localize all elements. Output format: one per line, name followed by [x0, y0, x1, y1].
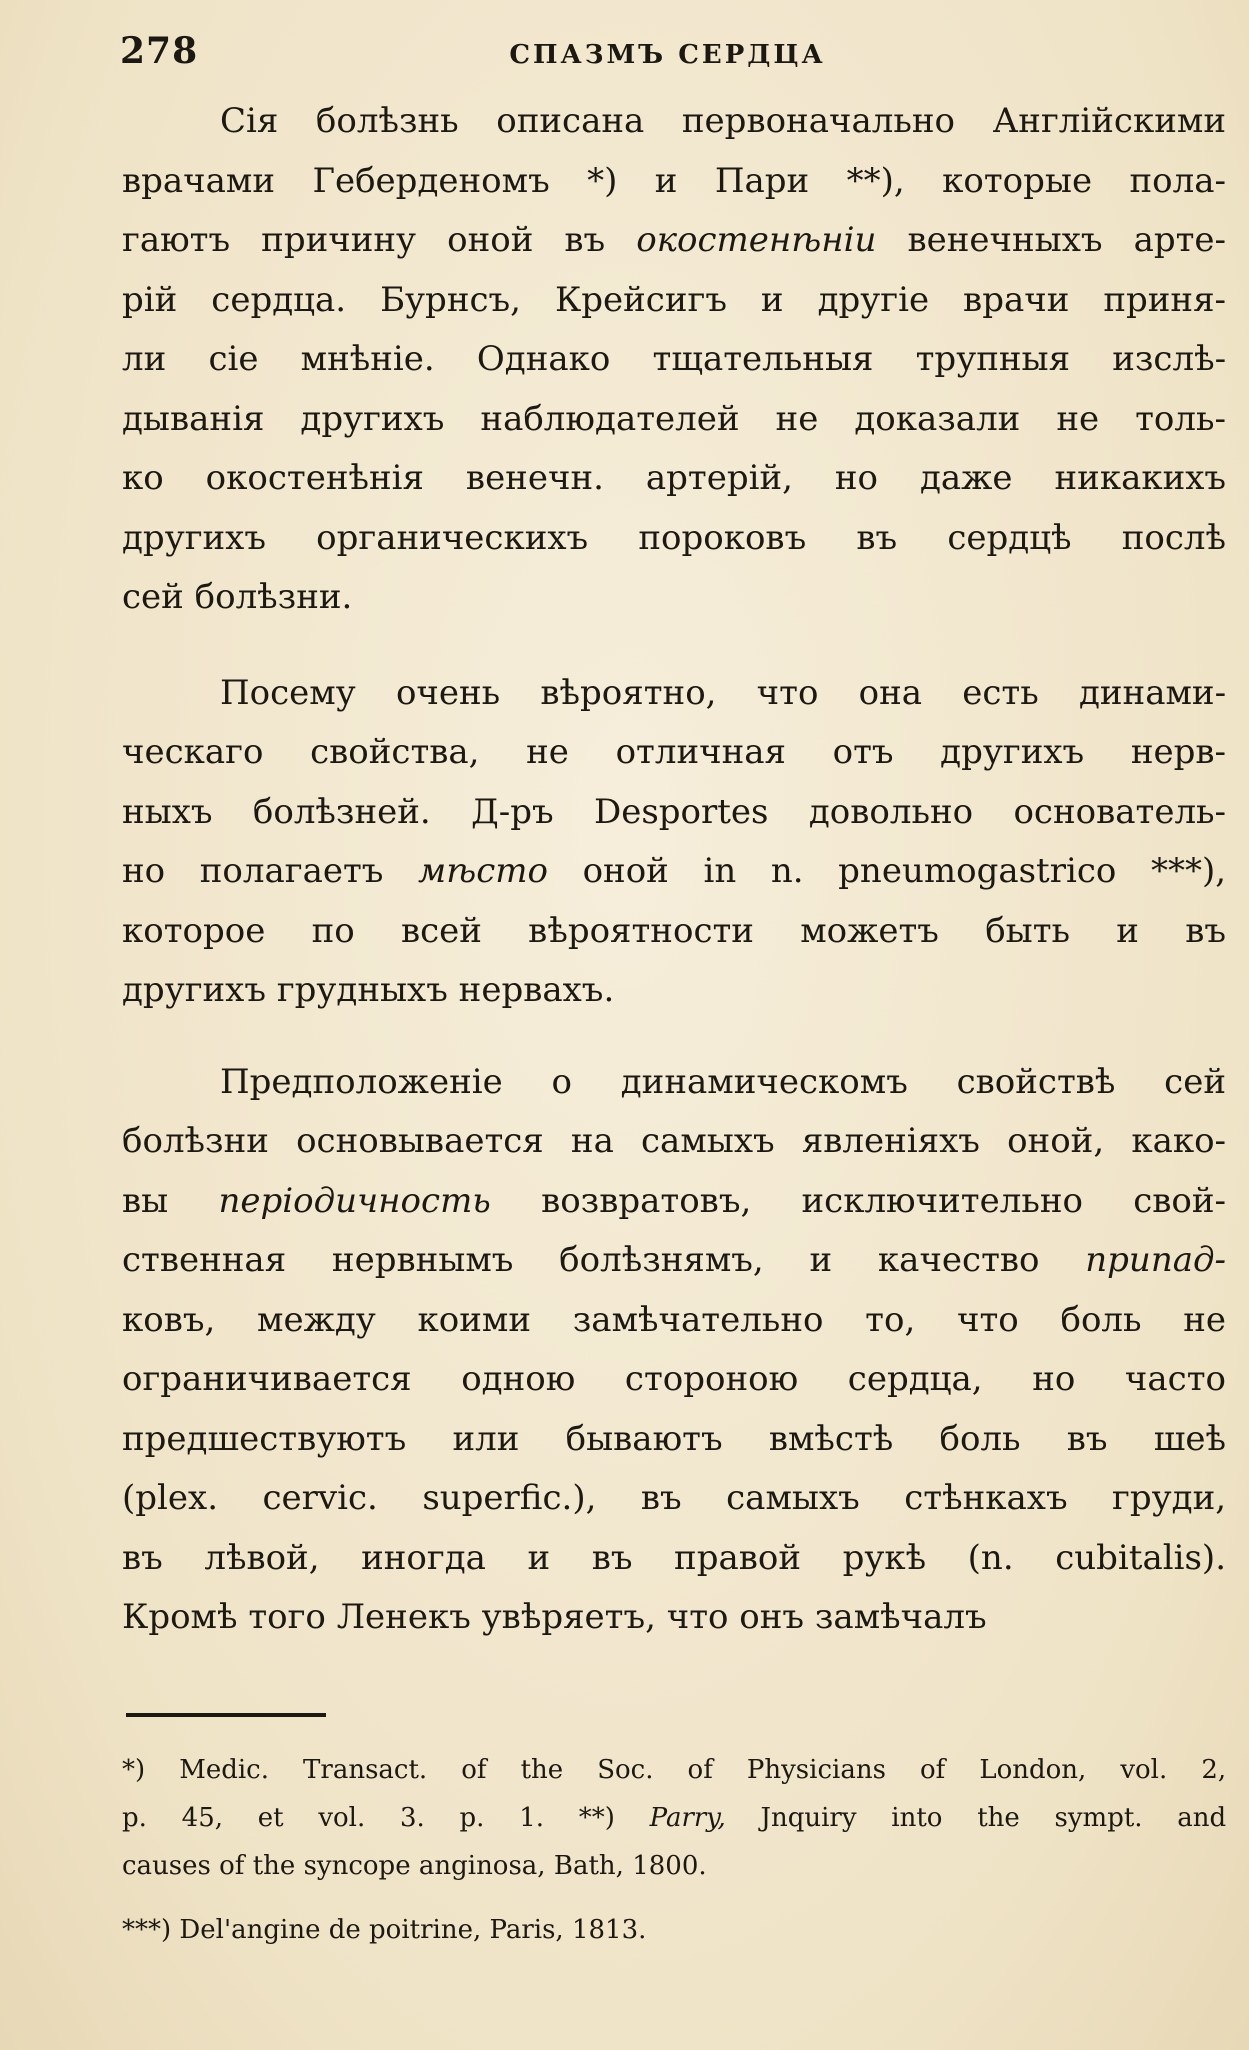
text-line: ли сіе мнѣніе. Однако тщательныя трупныя изслѣ- — [122, 339, 1227, 379]
text-line: которое по всей вѣроятности можетъ быть и въ — [122, 910, 1226, 951]
running-head: СПАЗМЪ СЕРДЦА — [509, 40, 826, 70]
text-line: гаютъ причину оной въ окостенѣніи венечныхъ арте- — [122, 220, 1227, 260]
text-line: (plex. cervic. superfic.), въ самыхъ стѣнкахъ груди, — [122, 1478, 1227, 1518]
text-line: другихъ органическихъ пороковъ въ сердцѣ послѣ — [122, 517, 1227, 558]
page-number: 278 — [120, 30, 199, 72]
text-line: Предположеніе о динамическомъ свойствѣ сей — [220, 1061, 1226, 1102]
text-line: ко окостенѣнія венечн. артерій, но даже никакихъ — [122, 458, 1227, 498]
paragraph-1 — [122, 92, 1226, 628]
paragraph-3 — [122, 1053, 1226, 1648]
text-line: врачами Геберденомъ *) и Пари **), которые пола- — [122, 160, 1226, 201]
text-line: но полагаетъ мѣсто оной in n. pneumogastrico ***), — [122, 851, 1227, 891]
text-line: Посему очень вѣроятно, что она есть динами- — [220, 672, 1227, 713]
footnote-line: p. 45, et vol. 3. p. 1. **) Parry, Jnquiry into the sympt. and — [122, 1803, 1227, 1833]
footnote-divider — [126, 1713, 326, 1717]
text-line: рій сердца. Бурнсъ, Крейсигъ и другіе врачи приня- — [122, 279, 1227, 320]
text-line: сей болѣзни. — [122, 577, 353, 617]
text-line: Кромѣ того Ленекъ увѣряетъ, что онъ замѣчалъ — [122, 1597, 987, 1637]
footnote-line: causes of the syncope anginosa, Bath, 1800. — [122, 1851, 707, 1881]
text-line: ческаго свойства, не отличная отъ другихъ нерв- — [122, 732, 1226, 772]
paragraph-2 — [122, 664, 1226, 1021]
text-line: ныхъ болѣзней. Д-ръ Desportes довольно основатель- — [122, 791, 1227, 832]
text-line: вы періодичность возвратовъ, исключительно свой- — [122, 1180, 1227, 1221]
text-line: другихъ грудныхъ нервахъ. — [122, 970, 615, 1010]
footnote-line: *) Medic. Transact. of the Soc. of Physicians of London, vol. 2, — [122, 1755, 1227, 1785]
text-line: ственная нервнымъ болѣзнямъ, и качество припад- — [122, 1240, 1227, 1280]
body-text — [122, 92, 1226, 1648]
footnotes — [122, 1746, 1226, 1954]
page-header — [120, 30, 1215, 74]
footnote-2 — [122, 1906, 1226, 1954]
text-line: въ лѣвой, иногда и въ правой рукѣ (n. cubitalis). — [122, 1537, 1226, 1578]
text-line: Сія болѣзнь описана первоначально Англійскими — [220, 101, 1226, 141]
text-line: болѣзни основывается на самыхъ явленіяхъ оной, како- — [122, 1121, 1227, 1161]
text-line: ковъ, между коими замѣчательно то, что боль не — [122, 1299, 1227, 1340]
text-line: предшествуютъ или бываютъ вмѣстѣ боль въ шеѣ — [122, 1418, 1227, 1459]
footnote-1 — [122, 1746, 1226, 1890]
footnote-line: ***) Del'angine de poitrine, Paris, 1813. — [122, 1915, 647, 1945]
text-line: ограничивается одною стороною сердца, но часто — [122, 1359, 1226, 1399]
text-line: дыванія другихъ наблюдателей не доказали не толь- — [122, 398, 1227, 439]
